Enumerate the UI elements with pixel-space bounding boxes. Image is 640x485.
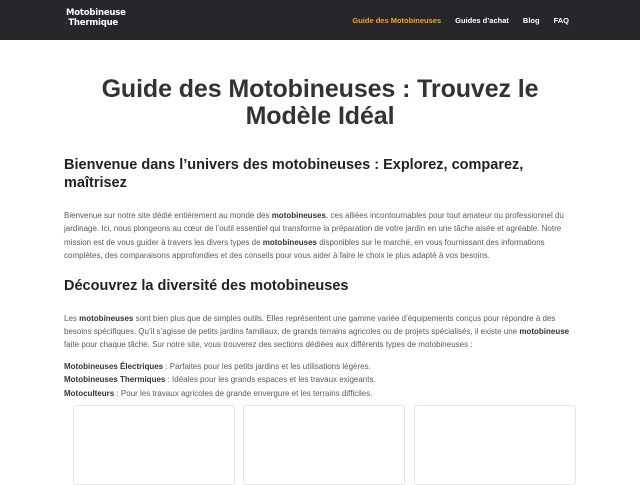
site-logo[interactable]: [66, 8, 126, 32]
type-name: Motobineuses Électriques: [64, 361, 164, 371]
main-nav: [345, 0, 576, 40]
category-card[interactable]: [414, 405, 576, 485]
type-desc: : Parfaites pour les petits jardins et les utilisations légères.: [163, 361, 371, 371]
keyword: motobineuses: [262, 237, 317, 247]
keyword: motobineuses: [79, 313, 134, 323]
category-card[interactable]: [73, 405, 235, 485]
text: Bienvenue sur notre site dédié entièrement au monde des: [64, 211, 272, 220]
type-name: Motoculteurs: [64, 388, 115, 398]
bolt-icon: [66, 19, 67, 27]
type-desc: : Pour les travaux agricoles de grande envergure et les terrains difficiles.: [114, 388, 373, 398]
logo-line-1: Motobineuse: [66, 8, 126, 18]
diversity-paragraph: [64, 312, 576, 352]
text: Les: [64, 313, 80, 323]
intro-paragraph: [64, 209, 576, 263]
types-list: [64, 360, 576, 400]
category-card[interactable]: [243, 405, 405, 485]
keyword: motobineuse: [519, 327, 570, 337]
page-title: Guide des Motobineuses : Trouvez le Modèle Idéal: [101, 75, 539, 130]
nav-guides-achat[interactable]: Guides d’achat: [455, 15, 509, 25]
type-item-electriques: [64, 362, 371, 371]
main-content: [64, 40, 576, 400]
type-name: Motobineuses Thermiques: [64, 375, 166, 385]
category-cards: [73, 405, 577, 485]
text: , ces alliées incontournables pour tout amateur ou professionnel du jardinage. Ici, nous plongeons au cœur de l’outil essentiel qui transforme la préparation de votre jardin en une tâche aisée et agréable. Notre mission est de vous guider à travers les divers types de: [64, 211, 564, 247]
text: disponibles sur le marché, en vous fournissant des informations complètes, des comparaisons approfondies et des conseils pour vous aider à faire le choix le plus adapté à vos besoins.: [64, 237, 545, 261]
section-heading-diversity: Découvrez la diversité des motobineuses: [64, 277, 349, 294]
keyword: motobineuses: [271, 211, 326, 220]
logo-line-2: Thermique: [68, 18, 118, 28]
nav-guide-motobineuses[interactable]: Guide des Motobineuses: [352, 15, 442, 25]
text: sont bien plus que de simples outils. Elles représentent une gamme variée d’équipements conçus pour répondre à des besoins spécifiques. Qu’il s’agisse de petits jardins familiaux, de grands terrains agricoles ou de projets spécialisés, il existe une: [64, 313, 556, 337]
type-item-motoculteurs: [64, 389, 372, 398]
section-heading-welcome: Bienvenue dans l’univers des motobineuses : Explorez, comparez, maîtrisez: [64, 157, 524, 191]
nav-blog[interactable]: Blog: [522, 15, 540, 25]
type-desc: : Idéales pour les grands espaces et les travaux exigeants.: [165, 375, 376, 385]
text: faite pour chaque tâche. Sur notre site, vous trouverez des sections dédiées aux différents types de motobineuses :: [64, 340, 473, 350]
site-header: [0, 0, 640, 40]
type-item-thermiques: [64, 375, 376, 384]
nav-faq[interactable]: FAQ: [553, 15, 569, 25]
